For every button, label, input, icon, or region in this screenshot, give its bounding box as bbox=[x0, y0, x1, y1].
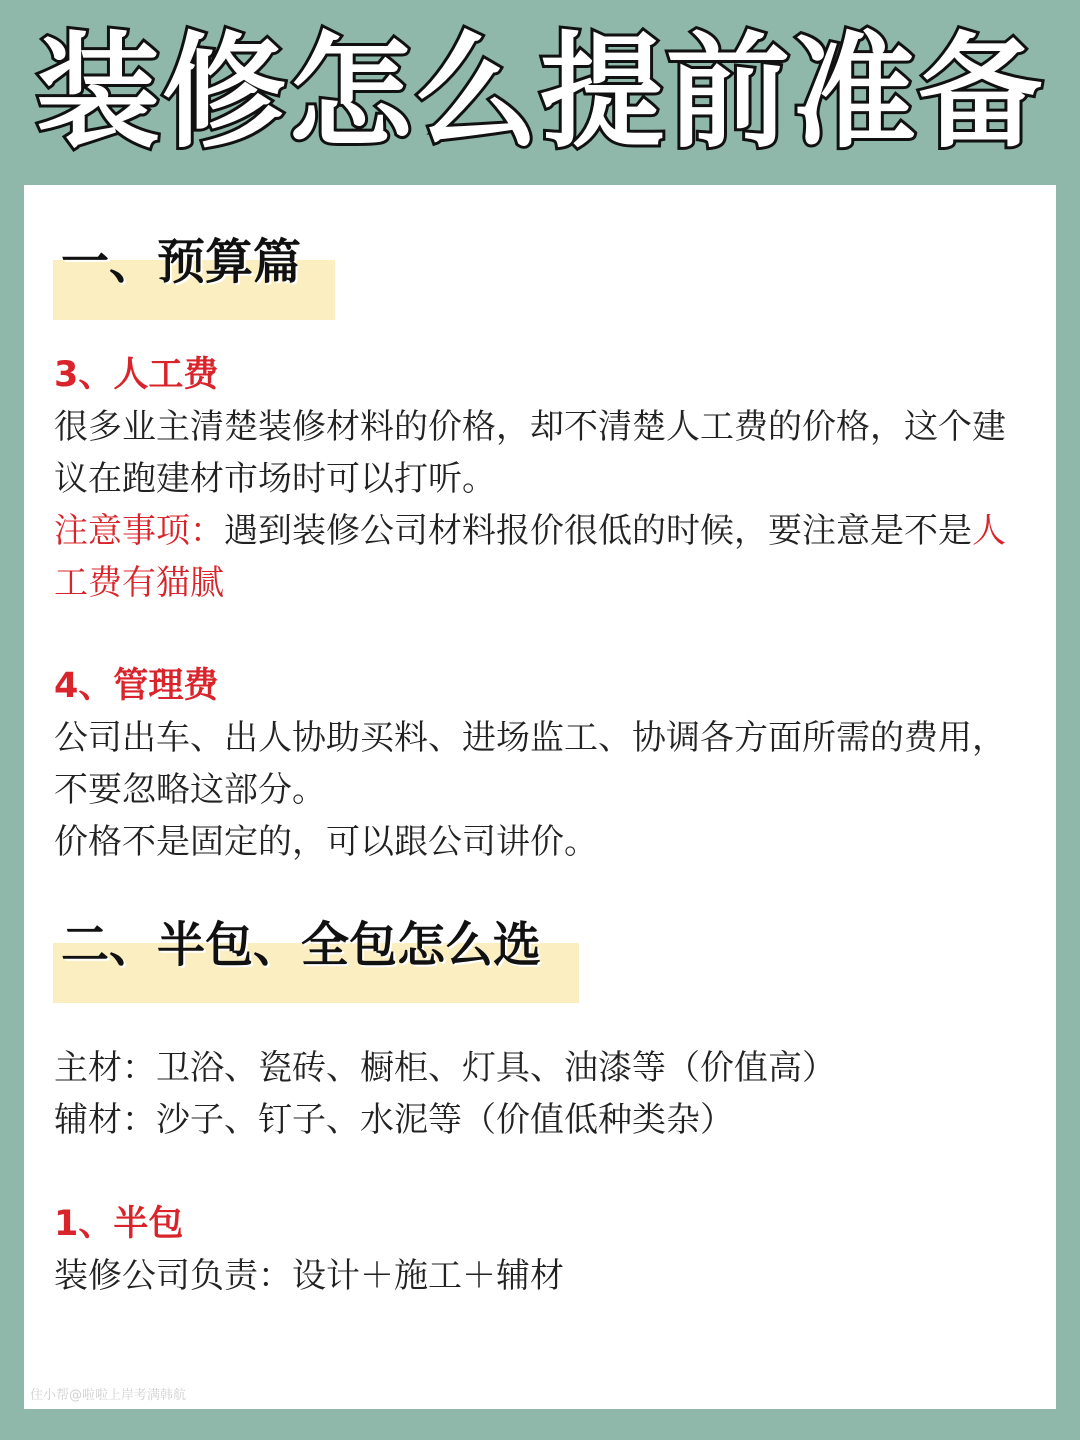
materials-block bbox=[54, 1042, 1034, 1146]
management-fee-body-2: 价格不是固定的，可以跟公司讲价。 bbox=[54, 822, 598, 862]
section-heading-label: 二、半包、全包怎么选 bbox=[61, 917, 542, 973]
section-heading-label: 一、预算篇 bbox=[61, 234, 302, 290]
note-highlight: 人工费有猫腻 bbox=[54, 511, 1006, 603]
page-title: 装修怎么提前准备 bbox=[35, 21, 1044, 165]
management-fee-body: 公司出车、出人协助买料、进场监工、协调各方面所需的费用，不要忽略这部分。 bbox=[54, 718, 1006, 810]
labor-cost-block bbox=[54, 349, 1034, 609]
half-package-heading: 1、半包 bbox=[54, 1204, 184, 1244]
half-package-block bbox=[54, 1198, 1034, 1302]
content-card bbox=[24, 185, 1056, 1409]
labor-cost-note bbox=[54, 505, 1034, 609]
watermark: 住小帮@啦啦上岸考满韩航 bbox=[30, 1388, 187, 1403]
aux-materials-line: 辅材：沙子、钉子、水泥等（价值低种类杂） bbox=[54, 1100, 734, 1140]
half-package-body: 装修公司负责：设计＋施工＋辅材 bbox=[54, 1256, 564, 1296]
note-label: 注意事项： bbox=[54, 511, 224, 551]
labor-cost-heading: 3、人工费 bbox=[54, 355, 219, 395]
section-heading-package bbox=[53, 917, 579, 1003]
section-heading-budget bbox=[53, 234, 335, 320]
labor-cost-body: 很多业主清楚装修材料的价格，却不清楚人工费的价格，这个建议在跑建材市场时可以打听。 bbox=[54, 407, 1006, 499]
management-fee-heading: 4、管理费 bbox=[54, 666, 219, 706]
management-fee-block bbox=[54, 660, 1034, 868]
main-materials-line: 主材：卫浴、瓷砖、橱柜、灯具、油漆等（价值高） bbox=[54, 1048, 836, 1088]
note-text: 遇到装修公司材料报价很低的时候，要注意是不是 bbox=[224, 511, 972, 551]
